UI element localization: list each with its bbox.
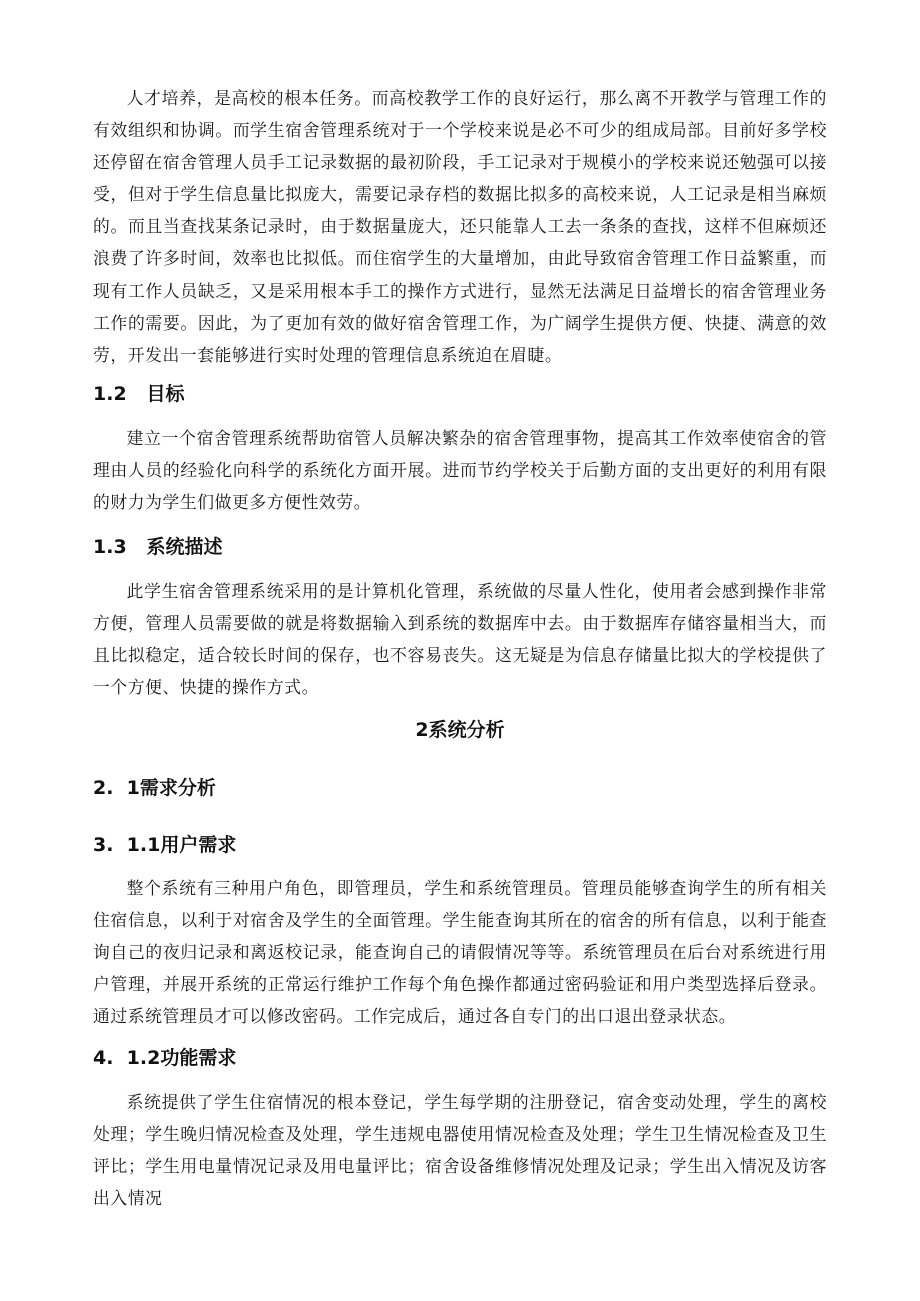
- paragraph-system-description: 此学生宿舍管理系统采用的是计算机化管理，系统做的尽量人性化，使用者会感到操作非常方便，管理人员需要做的就是将数据输入到系统的数据库中去。由于数据库存储容量相当大，而且比拟稳定，适合较长时间的保存，也不容易丧失。这无疑是为信息存储量比拟大的学校提供了一个方便、快捷的操作方式。: [93, 581, 827, 698]
- section-heading-1-2: 1.2 目标: [93, 383, 185, 405]
- section-heading-4-1-2: 4. 1.2功能需求: [93, 1047, 237, 1069]
- paragraph-goal: 建立一个宿舍管理系统帮助宿管人员解决繁杂的宿舍管理事物，提高其工作效率使宿舍的管理由人员的经验化向科学的系统化方面开展。进而节约学校关于后勤方面的支出更好的利用有限的财力为学生们做更多方便性效劳。: [93, 428, 827, 513]
- paragraph-function-requirements: 系统提供了学生住宿情况的根本登记，学生每学期的注册登记，宿舍变动处理，学生的离校处理；学生晚归情况检查及处理，学生违规电器使用情况检查及处理；学生卫生情况检查及卫生评比；学生用电量情况记录及用电量评比；宿舍设备维修情况处理及记录；学生出入情况及访客出入情况: [93, 1092, 827, 1209]
- section-heading-2-1: 2. 1需求分析: [93, 777, 216, 799]
- section-heading-3-1-1: 3. 1.1用户需求: [93, 834, 237, 856]
- paragraph-user-requirements: 整个系统有三种用户角色，即管理员，学生和系统管理员。管理员能够查询学生的所有相关住宿信息，以利于对宿舍及学生的全面管理。学生能查询其所在的宿舍的所有信息，以利于能查询自己的夜归记录和离返校记录，能查询自己的请假情况等等。系统管理员在后台对系统进行用户管理，并展开系统的正常运行维护工作每个角色操作都通过密码验证和用户类型选择后登录。通过系统管理员才可以修改密码。工作完成后，通过各自专门的出口退出登录状态。: [93, 878, 827, 1027]
- paragraph-intro: 人才培养，是高校的根本任务。而高校教学工作的良好运行，那么离不开教学与管理工作的有效组织和协调。而学生宿舍管理系统对于一个学校来说是必不可少的组成局部。目前好多学校还停留在宿舍管理人员手工记录数据的最初阶段，手工记录对于规模小的学校来说还勉强可以接受，但对于学生信息量比拟庞大，需要记录存档的数据比拟多的高校来说，人工记录是相当麻烦的。而且当查找某条记录时，由于数据量庞大，还只能靠人工去一条条的查找，这样不但麻烦还浪费了许多时间，效率也比拟低。而住宿学生的大量增加，由此导致宿舍管理工作日益繁重，而现有工作人员缺乏，又是采用根本手工的操作方式进行，显然无法满足日益增长的宿舍管理业务工作的需要。因此，为了更加有效的做好宿舍管理工作，为广阔学生提供方便、快捷、满意的效劳，开发出一套能够进行实时处理的管理信息系统迫在眉睫。: [93, 88, 827, 365]
- chapter-heading-2: 2系统分析: [415, 719, 505, 741]
- section-heading-1-3: 1.3 系统描述: [93, 536, 223, 558]
